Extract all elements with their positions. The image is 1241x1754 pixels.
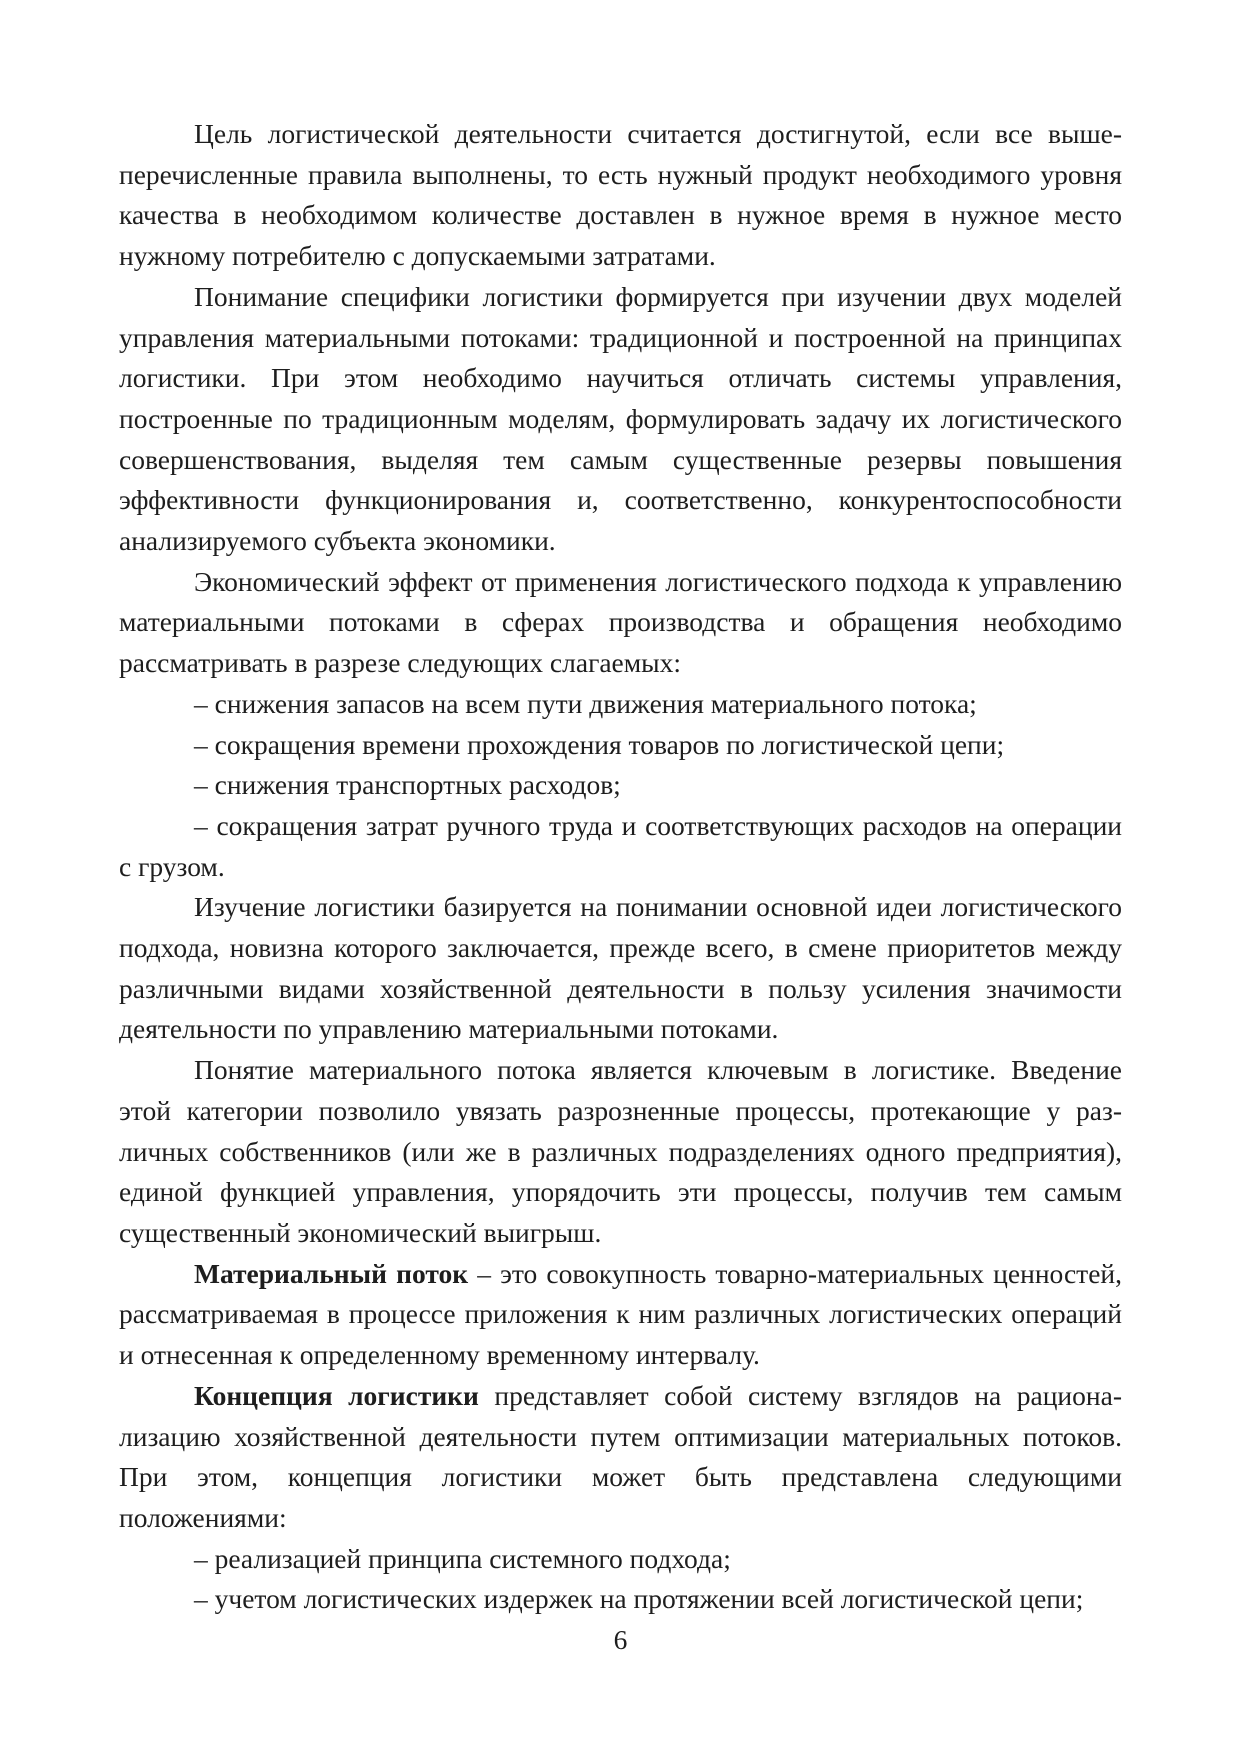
list-item: – сокращения затрат ручного труда и соответствующих расходов на операции с грузом. (119, 809, 1122, 882)
definition-term: Концепция логистики (194, 1379, 479, 1411)
list-item: – реализацией принципа системного подхода; (194, 1542, 731, 1574)
definition-term: Материальный поток (194, 1257, 469, 1289)
definition-logistics-concept (119, 1376, 1122, 1539)
definition-text: – это совокупность товарно-материальных ценностей, рассматриваемая в процессе приложения к ним различных логистических операций и отнесенная к определенному временному интервалу. (119, 1257, 1122, 1371)
page-number: 6 (613, 1624, 628, 1655)
paragraph-logistics-study: Изучение логистики базируется на понимании основной идеи логистического подхода, новизна которого заключается, прежде всего, в смене приоритетов между различными видами хозяйственной деятельности в пользу усиления значимости деятельности по управлению материальными потоками. (119, 891, 1122, 1045)
list-item: – снижения транспортных расходов; (194, 769, 621, 801)
paragraph-material-flow-concept: Понятие материального потока является ключевым в логистике. Введение этой категории позволило увязать разрозненные процессы, протекающие у различных собственников (или же в различных подразделениях одного предприятия), единой функцией управления, упорядочить эти процессы, получив тем самым существенный экономический выигрыш. (119, 1054, 1122, 1248)
list-item: – учетом логистических издержек на протяжении всей логистической цепи; (194, 1583, 1084, 1615)
list-item: – сокращения времени прохождения товаров по логистической цепи; (194, 728, 1005, 760)
paragraph-economic-effect: Экономический эффект от применения логистического подхода к управлению материальными потоками в сферах производства и обращения необходимо рассматривать в разрезе следующих слагаемых: (119, 565, 1122, 679)
paragraph-goal: Цель логистической деятельности считается достигнутой, если все вышеперечисленные правила выполнены, то есть нужный продукт необходимого уровня качества в необходимом количестве доставлен в нужное время в нужное место нужному потребителю с допускаемыми затратами. (119, 118, 1122, 272)
definition-text: представляет собой систему взглядов на рационализацию хозяйственной деятельности путем оптимизации материальных потоков. При этом, концепция логистики может быть представлена следующими положениями: (119, 1379, 1122, 1533)
list-item: – снижения запасов на всем пути движения материального потока; (194, 687, 977, 719)
definition-material-flow (119, 1254, 1122, 1376)
paragraph-specifics: Понимание специфики логистики формируется при изучении двух моделей управления материальными потоками: традиционной и построенной на принципах логистики. При этом необходимо научиться отличать системы управления, построенные по традиционным моделям, формулировать задачу их логистического совершенствования, выделяя тем самым существенные резервы повышения эффективности функционирования и, соответственно, конкурентоспособности анализируемого субъекта экономики. (119, 280, 1122, 557)
page-body (119, 114, 1122, 1620)
